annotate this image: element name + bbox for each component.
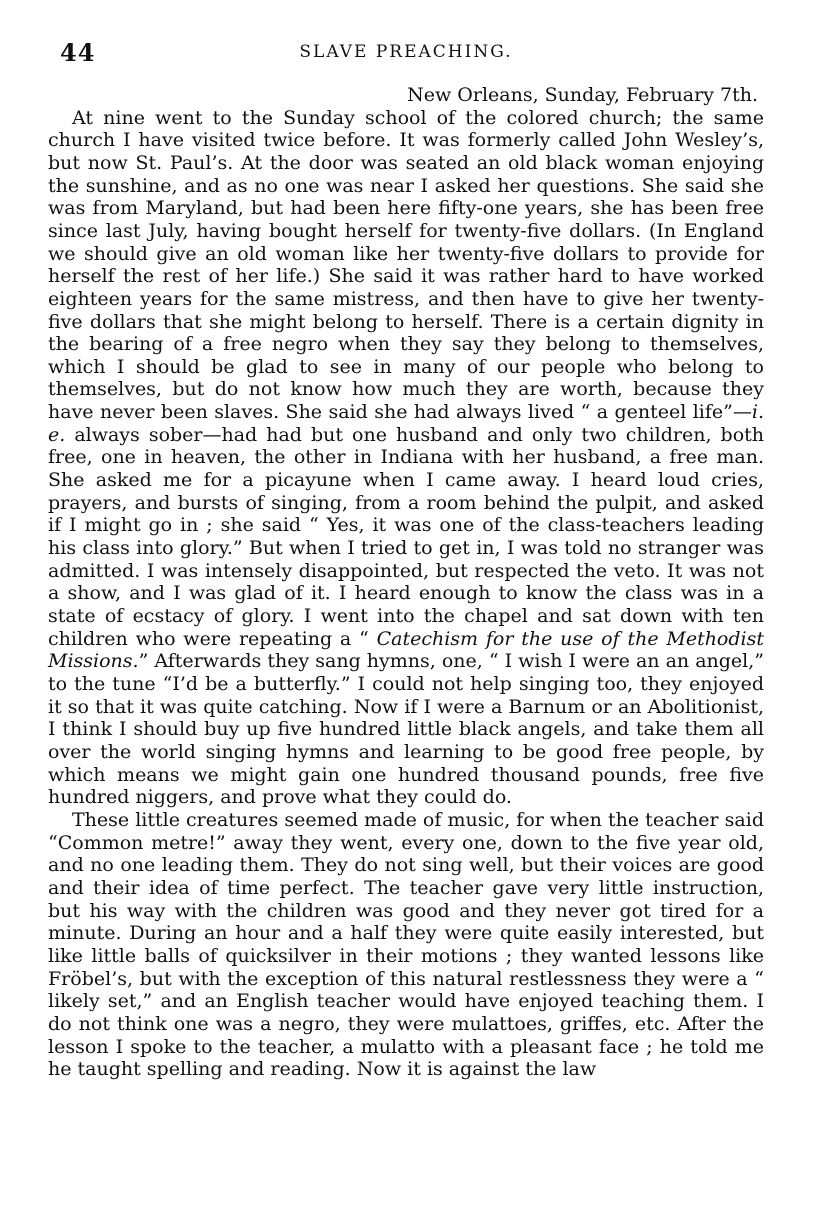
dateline: New Orleans, Sunday, February 7th. [407, 84, 758, 106]
paragraph [48, 107, 764, 809]
page-header [48, 38, 764, 74]
paragraph-text: always sober—had had but one husband and only two children, both free, one in heaven, the other in Indiana with her husband, a free man. She asked me for a picayune when I came away. I heard loud cries, prayers, and bursts of singing, from a room behind the pulpit, and asked if I might go in ; she said “ Yes, it was one of the class-teachers leading his class into glory.” But when I tried to get in, I was told no stranger was admitted. I was intensely disappointed, but respected the veto. It was not a show, and I was glad of it. I heard enough to know the class was in a state of ecstacy of glory. I went into the chapel and sat down with ten children who were repeating a “ [48, 423, 764, 650]
page-number: 44 [60, 38, 96, 67]
paragraph-text: ” Afterwards they sang hymns, one, “ I wish I were an an angel,” to the tune “I’d be a butterfly.” I could not help singing too, they enjoyed it so that it was quite catching. Now if I were a Barnum or an Abolitionist, I think I should buy up five hundred little black angels, and take them all over the world singing hymns and learning to be good free people, by which means we might gain one hundred thousand pounds, free five hundred niggers, and prove what they could do. [48, 650, 764, 809]
body-text [48, 107, 764, 1081]
paragraph [48, 809, 764, 1081]
italic-abbreviation: i. e. [48, 401, 764, 446]
paragraph-text: These little creatures seemed made of music, for when the teacher said “Common metre!” away they went, every one, down to the five year old, and no one leading them. They do not sing well, but their voices are good and their idea of time perfect. The teacher gave very little instruction, but his way with the children was good and they never got tired for a minute. During an hour and a half they were quite easily interested, but like little balls of quicksilver in their motions ; they wanted lessons like Fröbel’s, but with the exception of this natural restlessness they were a “ likely set,” and an English teacher would have enjoyed teaching them. I do not think one was a negro, they were mulattoes, griffes, etc. After the lesson I spoke to the teacher, a mulatto with a pleasant face ; he told me he taught spelling and reading. Now it is against the law [48, 808, 764, 1081]
paragraph-text: At nine went to the Sunday school of the colored church; the same church I have visited twice before. It was formerly called John Wesley’s, but now St. Paul’s. At the door was seated an old black woman enjoying the sunshine, and as no one was near I asked her questions. She said she was from Maryland, but had been here fifty-one years, she has been free since last July, having bought herself for twenty-five dollars. (In England we should give an old woman like her twenty-five dollars to provide for herself the rest of her life.) She said it was rather hard to have worked eighteen years for the same mistress, and then have to give her twenty-five dollars that she might belong to herself. There is a certain dignity in the bearing of a free negro when they say they belong to themselves, which I should be glad to see in many of our people who belong to themselves, but do not know how much they are worth, because they have never been slaves. She said she had always lived “ a genteel life”— [48, 106, 764, 424]
running-head: SLAVE PREACHING. [299, 42, 513, 62]
italic-title: Catechism for the use of the Methodist Missions. [48, 627, 764, 673]
